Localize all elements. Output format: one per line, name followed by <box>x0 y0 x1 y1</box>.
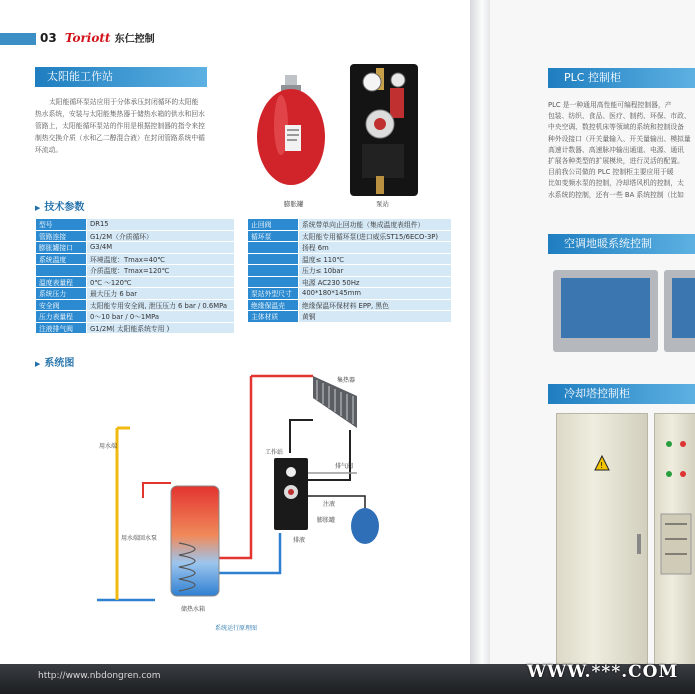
spec-row <box>248 288 452 300</box>
section-title-hvac: 空调地暖系统控制 <box>548 234 695 254</box>
brand-header <box>40 30 155 45</box>
spec-value: 环境温度：Tmax=40℃ <box>87 253 235 265</box>
svg-text:储热水箱: 储热水箱 <box>181 606 206 613</box>
label-collector: 集热器 <box>337 377 356 384</box>
plc-description: PLC 是一种通用高性能可编程控制器，产 包装、纺织、食品、医疗、制药、环保、市政、 中央空调、数控机床等领域的系统和控制设备 种外设接口（开关量输入、开关量输出、模拟量 高速计数器、高速脉冲输出通道、电源、通讯 扩展各种类型的扩展模块，进行灵活的配置。 目前我公司做的 PLC 控制柜主要应用于暖 比如变频水泵的控制，冷却塔风机的控制，太 水系统的控制，还有一些 BA 系统控制（比如 <box>548 101 691 199</box>
spec-row <box>248 276 452 288</box>
control-cabinet-image-1 <box>556 413 648 666</box>
storage-tank-shape <box>171 486 219 596</box>
spec-row <box>36 242 235 254</box>
spec-value: 太阳能专用循环泵(进口威乐ST15/6ECO-3P) <box>299 230 452 242</box>
spec-row <box>248 311 452 323</box>
spec-key: 系统压力 <box>36 288 87 300</box>
spec-row <box>36 253 235 265</box>
section-title-cooling-tower: 冷却塔控制柜 <box>548 384 695 404</box>
pump-station-image <box>350 64 418 196</box>
spec-value: 介质温度：Tmax=120℃ <box>87 265 235 277</box>
svg-text:工作站: 工作站 <box>265 449 284 456</box>
svg-text:!: ! <box>600 461 604 470</box>
control-cabinet-image-2 <box>654 413 695 666</box>
spec-value: 压力≤ 10bar <box>299 265 452 277</box>
spec-key: 泵站外型尺寸 <box>248 288 299 300</box>
svg-text:排气阀: 排气阀 <box>335 463 354 470</box>
spec-row <box>248 265 452 277</box>
svg-text:用水端: 用水端 <box>99 443 118 450</box>
svg-text:系统运行原理图: 系统运行原理图 <box>215 625 258 632</box>
spec-row <box>36 311 235 323</box>
spec-value: 系统带单向止回功能（集成温度表组件） <box>299 219 452 231</box>
footer-url: http://www.nbdongren.com <box>38 671 161 681</box>
section-title-solar-station: 太阳能工作站 <box>35 67 207 87</box>
spec-key <box>248 253 299 265</box>
book-spine <box>470 0 490 694</box>
spec-key: 循环泵 <box>248 230 299 242</box>
spec-key: 主体材质 <box>248 311 299 323</box>
watermark: WWW.***.COM <box>527 662 679 682</box>
solar-station-description: 太阳能循环泵站应用于分体承压封闭循环的太阳能热水系统，安装与太阳能集热器于储热水箱的供水和回水管路上，太阳能循环泵站的作用是根据控制器的指令来控制热交换介质（水和乙二醇混合液）在封闭管路系统中循环流动。 <box>35 98 205 154</box>
spec-key <box>248 265 299 277</box>
specs-table-left <box>35 218 235 334</box>
spec-row <box>36 276 235 288</box>
spec-value: 400*180*145mm <box>299 288 452 300</box>
system-diagram <box>95 368 395 636</box>
spec-row <box>248 253 452 265</box>
spec-row <box>36 219 235 231</box>
caption-expansion-tank: 膨胀罐 <box>284 200 304 208</box>
spec-row <box>36 288 235 300</box>
header-accent-bar <box>0 33 36 45</box>
spec-value: 0～10 bar / 0～1MPa <box>87 311 235 323</box>
page-number: 03 <box>40 31 57 45</box>
spec-row <box>248 242 452 254</box>
specs-table-right <box>247 218 452 323</box>
spec-value: G3/4M <box>87 242 235 254</box>
spec-key: 注液排气阀 <box>36 322 87 334</box>
svg-text:注液: 注液 <box>323 501 336 508</box>
spec-value: 黄铜 <box>299 311 452 323</box>
caption-pump-station: 泵站 <box>376 200 389 208</box>
expansion-tank-image <box>255 75 327 190</box>
specs-heading: ▶ 技术参数 <box>35 198 84 213</box>
diagram-expansion-tank <box>351 508 379 544</box>
spec-value: DR15 <box>87 219 235 231</box>
hmi-screen-image-1 <box>553 270 658 352</box>
spec-value: G1/2M（介质循环） <box>87 230 235 242</box>
spec-key: 压力表量程 <box>36 311 87 323</box>
section-title-plc: PLC 控制柜 <box>548 68 695 88</box>
spec-row <box>248 230 452 242</box>
brand-logo: Toriott <box>64 31 111 45</box>
spec-row <box>248 299 452 311</box>
spec-value: 温度≤ 110℃ <box>299 253 452 265</box>
hmi-screen-image-2 <box>664 270 695 352</box>
spec-key <box>248 242 299 254</box>
spec-value: 太阳能专用安全阀, 泄压压力 6 bar / 0.6MPa <box>87 299 235 311</box>
spec-key: 温度表量程 <box>36 276 87 288</box>
svg-text:排液: 排液 <box>293 537 306 544</box>
spec-key <box>248 276 299 288</box>
spec-value: 电源 AC230 50Hz <box>299 276 452 288</box>
spec-key: 型号 <box>36 219 87 231</box>
system-diagram-heading: ▶ 系统图 <box>35 354 74 369</box>
spec-key: 系统温度 <box>36 253 87 265</box>
spec-row <box>36 230 235 242</box>
spec-row <box>36 265 235 277</box>
spec-value: G1/2M( 太阳能系统专用 ) <box>87 322 235 334</box>
spec-key: 管路连接 <box>36 230 87 242</box>
spec-row <box>36 322 235 334</box>
spec-value: 绝缘保温环保材料 EPP, 黑色 <box>299 299 452 311</box>
spec-value: 0℃ ～120℃ <box>87 276 235 288</box>
spec-key: 安全阀 <box>36 299 87 311</box>
spec-value: 扬程 6m <box>299 242 452 254</box>
spec-key: 膨胀罐接口 <box>36 242 87 254</box>
svg-text:膨胀罐: 膨胀罐 <box>317 517 336 524</box>
spec-row <box>36 299 235 311</box>
spec-key: 止回阀 <box>248 219 299 231</box>
brand-name-cn: 东仁控制 <box>114 34 155 45</box>
spec-row <box>248 219 452 231</box>
spec-value: 最大压力 6 bar <box>87 288 235 300</box>
svg-text:用水端回水泵: 用水端回水泵 <box>121 535 158 542</box>
spec-key <box>36 265 87 277</box>
spec-key: 绝缘保温壳 <box>248 299 299 311</box>
